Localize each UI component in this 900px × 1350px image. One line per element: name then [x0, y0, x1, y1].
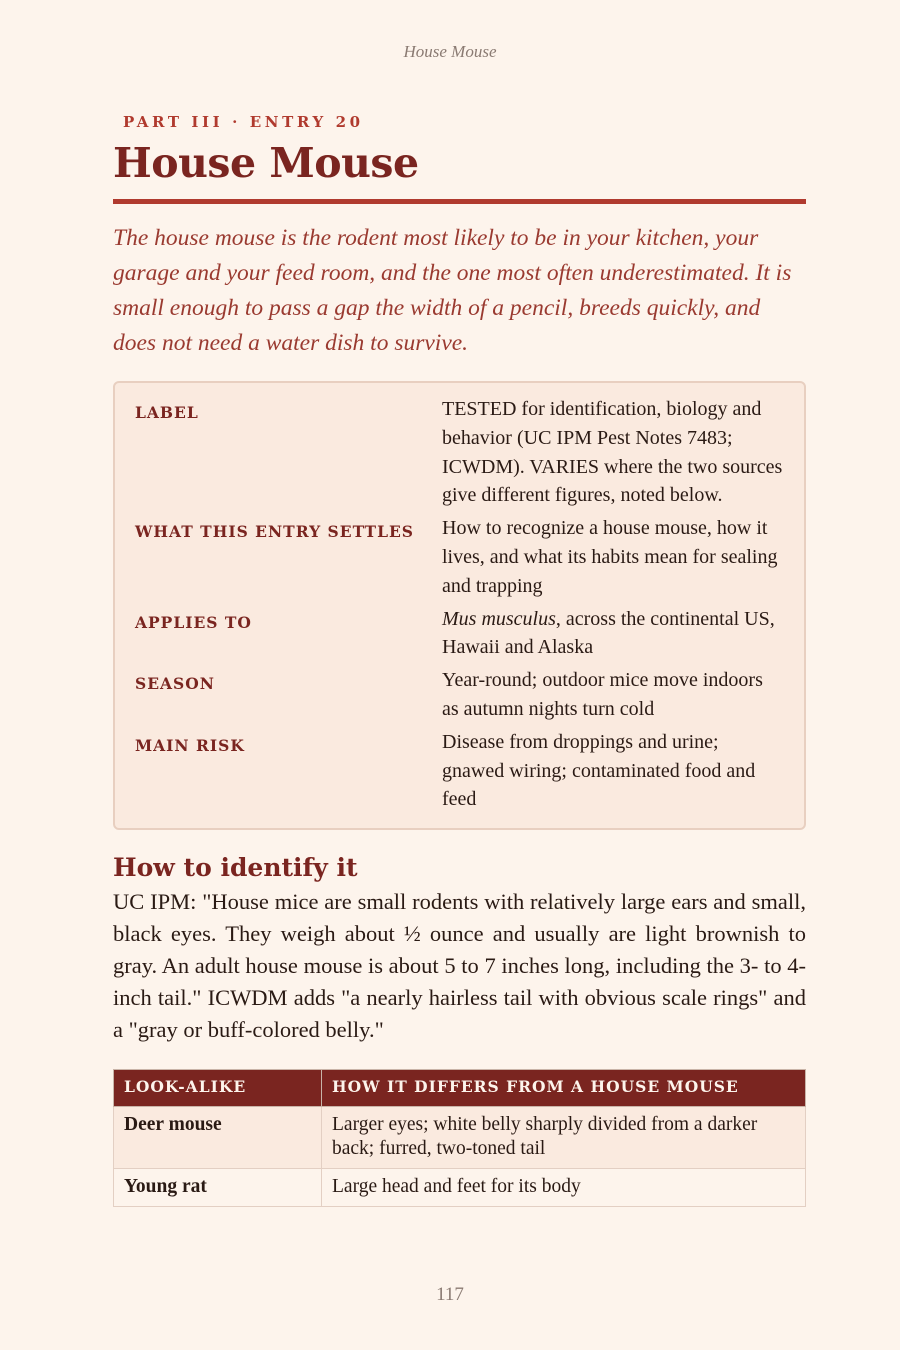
table-header-row	[114, 1070, 806, 1107]
summary-row-settles	[135, 514, 784, 600]
page-number: 117	[436, 1284, 464, 1305]
lookalike-name: Young rat	[114, 1169, 322, 1207]
summary-value: TESTED for identification, biology and behavior (UC IPM Pest Notes 7483; ICWDM). VARIES where the two sources give different figures, noted below.	[442, 398, 783, 507]
lookalike-name: Deer mouse	[114, 1107, 322, 1169]
column-header-differences: HOW IT DIFFERS FROM A HOUSE MOUSE	[322, 1070, 806, 1107]
summary-box	[113, 381, 806, 830]
summary-row-season	[135, 666, 784, 724]
summary-key: MAIN RISK	[135, 735, 245, 755]
summary-key: LABEL	[135, 403, 199, 422]
lookalike-difference: Large head and feet for its body	[322, 1169, 806, 1207]
entry-kicker: PART III · ENTRY 20	[123, 113, 364, 131]
summary-value: How to recognize a house mouse, how it lives, and what its habits mean for sealing and trapping	[442, 517, 778, 597]
species-name: Mus musculus	[442, 607, 556, 630]
summary-value: Disease from droppings and urine; gnawed wiring; contaminated food and feed	[442, 730, 756, 811]
table-row	[114, 1107, 806, 1169]
entry-content	[113, 112, 806, 1207]
summary-row-risk	[135, 728, 784, 814]
summary-value	[442, 605, 784, 663]
lookalike-difference: Larger eyes; white belly sharply divided from a darker back; furred, two-toned tail	[322, 1107, 806, 1169]
summary-row-label	[135, 395, 784, 510]
summary-row-applies	[135, 605, 784, 663]
page-title: House Mouse	[113, 139, 419, 187]
running-head: House Mouse	[403, 42, 497, 61]
column-header-lookalike: LOOK-ALIKE	[114, 1070, 322, 1107]
lede-paragraph: The house mouse is the rodent most likely to be in your kitchen, your garage and your feed room, and the one most often underestimated. It is small enough to pass a gap the width of a pencil, breeds quickly, and does not need a water dish to survive.	[113, 225, 792, 356]
applies-range: , across the continental US, Hawaii and Alaska	[442, 607, 775, 659]
section-heading: How to identify it	[113, 853, 358, 883]
lookalike-table	[113, 1069, 806, 1207]
title-rule	[113, 199, 806, 204]
summary-key: SEASON	[135, 674, 215, 694]
summary-key: APPLIES TO	[135, 612, 252, 632]
table-row	[114, 1169, 806, 1207]
summary-key: WHAT THIS ENTRY SETTLES	[135, 522, 414, 542]
summary-value: Year-round; outdoor mice move indoors as autumn nights turn cold	[442, 669, 763, 720]
identification-paragraph: UC IPM: "House mice are small rodents with relatively large ears and small, black eyes. They weigh about ½ ounce and usually are light brownish to gray. An adult house mouse is about 5 to 7 inches long, including the 3- to 4-inch tail." ICWDM adds "a nearly hairless tail with obvious scale rings" and a "gray or buff-colored belly."	[113, 889, 806, 1043]
